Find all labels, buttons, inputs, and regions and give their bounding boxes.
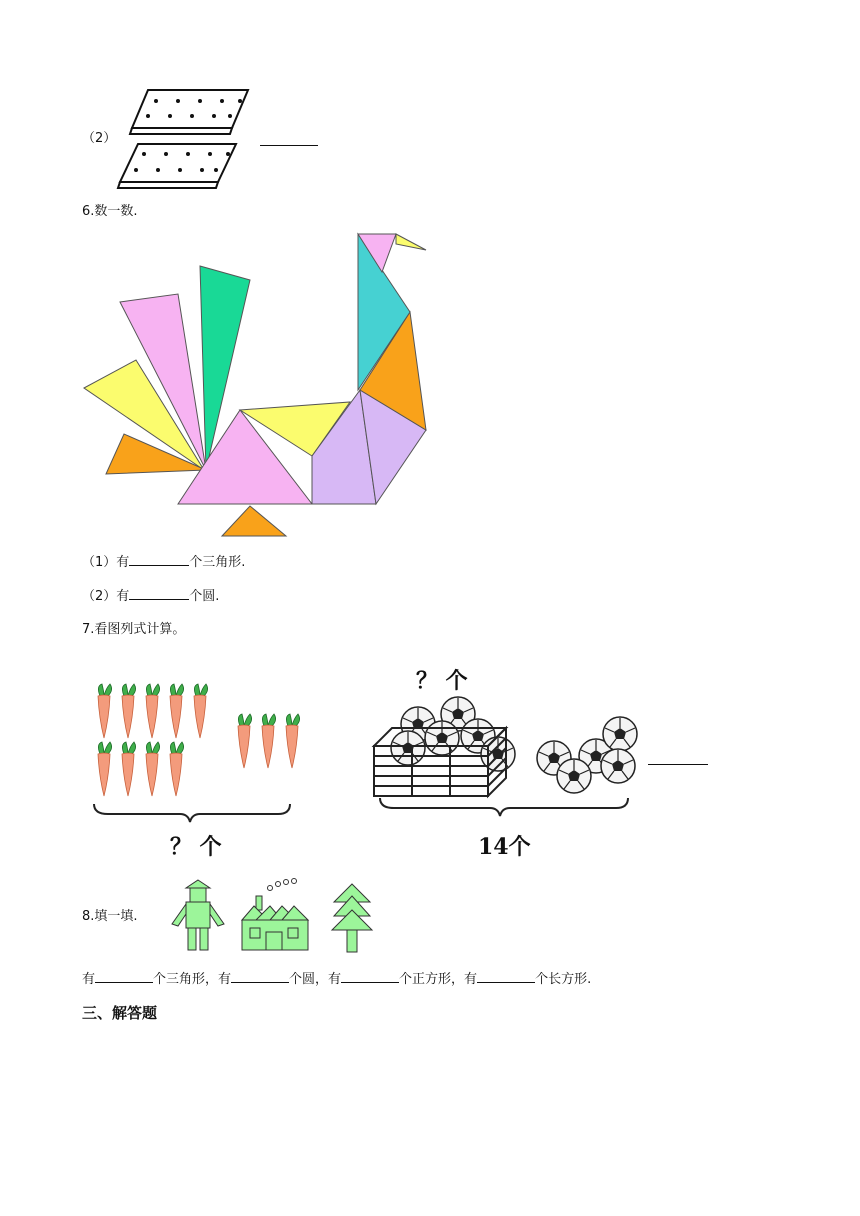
q6-line1-prefix: （1）有	[82, 555, 130, 570]
q8-seg2: 个三角形，有	[153, 972, 232, 987]
q8-seg5: 个长方形.	[535, 972, 592, 987]
parallelogram-figure	[112, 86, 262, 196]
q7-left-question-label: ？ 个	[170, 834, 222, 860]
shapes-figures	[166, 876, 386, 956]
q8-seg3: 个圆，有	[289, 972, 342, 987]
q8-title: 8.填一填.	[82, 909, 138, 924]
q6-triangle-count-blank[interactable]	[129, 553, 189, 566]
q7-right-question-label: ？ 个	[416, 668, 468, 694]
q6-line1-suffix: 个三角形.	[189, 555, 246, 570]
q5-answer-blank[interactable]	[260, 145, 318, 146]
q6-title: 6.数一数.	[82, 204, 138, 219]
q6-line2-suffix: 个圆.	[189, 589, 220, 604]
q6-line2	[82, 587, 219, 606]
q8-triangle-blank[interactable]	[95, 970, 153, 983]
footballs-basket-figure	[370, 694, 650, 824]
q7-answer-blank[interactable]	[648, 764, 708, 765]
section3-heading: 三、解答题	[82, 1004, 158, 1022]
q6-line2-prefix: （2）有	[82, 589, 130, 604]
q6-line1	[82, 553, 245, 572]
q7-title: 7.看图列式计算。	[82, 622, 186, 637]
q5-part2-label: （2）	[82, 131, 117, 146]
q8-square-blank[interactable]	[341, 970, 399, 983]
q6-circle-count-blank[interactable]	[129, 587, 189, 600]
q8-rectangle-blank[interactable]	[477, 970, 535, 983]
carrots-figure	[88, 680, 308, 820]
q7-total-label: 14个	[478, 834, 531, 860]
q8-fill-line	[82, 970, 591, 989]
tangram-peacock	[82, 230, 442, 540]
q8-seg1: 有	[82, 972, 96, 987]
q8-seg4: 个正方形，有	[399, 972, 478, 987]
q8-circle-blank[interactable]	[231, 970, 289, 983]
